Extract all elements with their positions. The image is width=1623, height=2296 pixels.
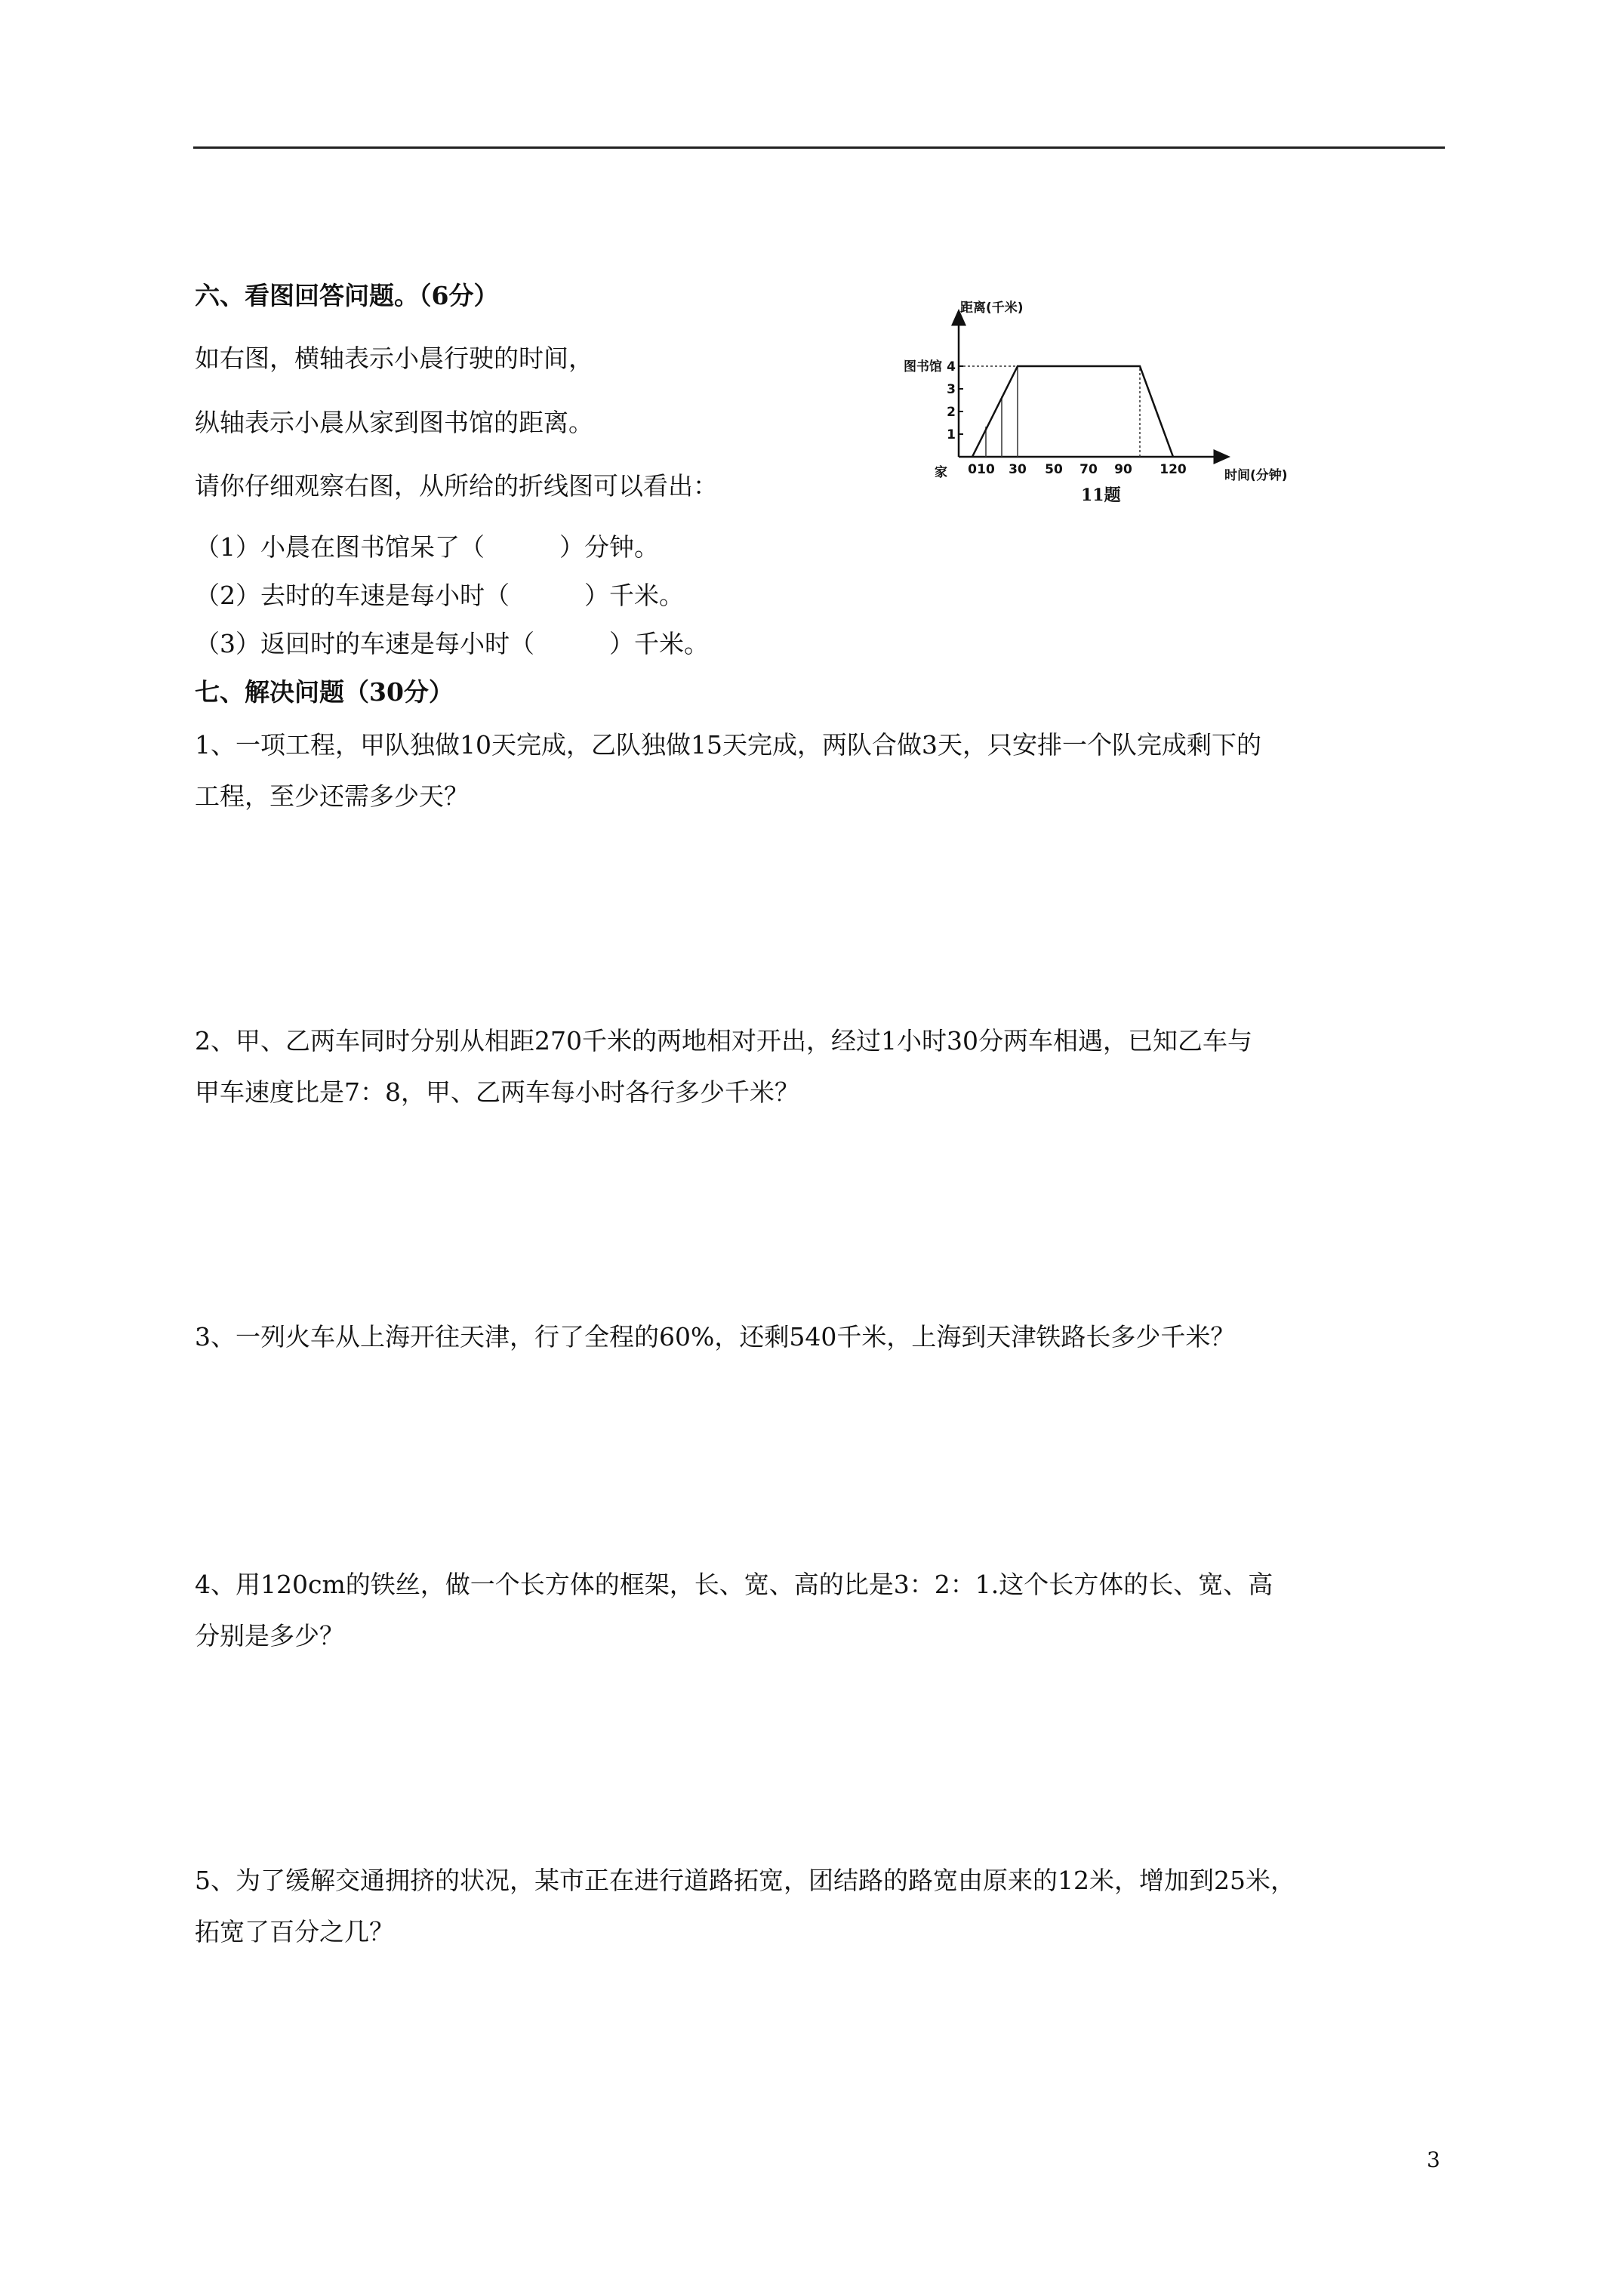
x-tick-label: 10 bbox=[977, 462, 995, 477]
problem-2-line-2: 甲车速度比是7：8，甲、乙两车每小时各行多少千米？ bbox=[195, 1077, 799, 1107]
y-tick-label: 3 bbox=[947, 382, 956, 397]
chart-origin-label: 家 bbox=[935, 465, 947, 480]
problem-5-line-2: 拓宽了百分之几？ bbox=[195, 1917, 394, 1946]
chart-xlabel: 时间(分钟) bbox=[1224, 468, 1288, 483]
x-tick-label: 50 bbox=[1045, 462, 1063, 477]
x-tick-label: 0 bbox=[968, 462, 977, 477]
x-tick-label: 120 bbox=[1160, 462, 1187, 477]
distance-time-chart bbox=[876, 298, 1329, 505]
section-7-heading: 七、解决问题（30分） bbox=[195, 677, 454, 707]
problem-1-line-2: 工程，至少还需多少天？ bbox=[195, 781, 469, 811]
section-6-line-2: 纵轴表示小晨从家到图书馆的距离。 bbox=[195, 408, 593, 437]
x-tick-label: 70 bbox=[1079, 462, 1098, 477]
x-tick-label: 30 bbox=[1009, 462, 1027, 477]
problem-5-line-1: 5、为了缓解交通拥挤的状况，某市正在进行道路拓宽，团结路的路宽由原来的12米，增加到25米， bbox=[195, 1866, 1295, 1895]
y-tick-label: 1 bbox=[947, 427, 956, 442]
problem-4-line-2: 分别是多少？ bbox=[195, 1621, 344, 1650]
problem-2-line-1: 2、甲、乙两车同时分别从相距270千米的两地相对开出，经过1小时30分两车相遇，已知乙车与 bbox=[195, 1026, 1252, 1056]
y-tick-label: 2 bbox=[947, 405, 956, 420]
question-3: （3）返回时的车速是每小时（ ）千米。 bbox=[195, 629, 709, 658]
question-1: （1）小晨在图书馆呆了（ ）分钟。 bbox=[195, 532, 659, 562]
question-2: （2）去时的车速是每小时（ ）千米。 bbox=[195, 581, 684, 610]
chart-ylabel: 距离(千米) bbox=[960, 300, 1024, 316]
problem-4-line-1: 4、用120cm的铁丝，做一个长方体的框架，长、宽、高的比是3：2：1.这个长方体的长、宽、高 bbox=[195, 1570, 1273, 1599]
chart-caption: 11题 bbox=[1081, 485, 1121, 505]
section-6-heading: 六、看图回答问题。（6分） bbox=[195, 281, 499, 310]
y-tick-label: 4 bbox=[947, 359, 956, 374]
x-tick-label: 90 bbox=[1114, 462, 1132, 477]
problem-3-line-1: 3、一列火车从上海开往天津，行了全程的60%，还剩540千米，上海到天津铁路长多少千米？ bbox=[195, 1322, 1236, 1351]
page-number: 3 bbox=[1427, 2147, 1440, 2172]
section-6-line-1: 如右图，横轴表示小晨行驶的时间， bbox=[195, 344, 593, 373]
section-6-line-3: 请你仔细观察右图，从所给的折线图可以看出： bbox=[195, 471, 718, 501]
problem-1-line-1: 1、一项工程，甲队独做10天完成，乙队独做15天完成，两队合做3天，只安排一个队完成剩下的 bbox=[195, 730, 1261, 760]
header-rule bbox=[193, 146, 1445, 149]
chart-y-top-label: 图书馆 bbox=[904, 359, 942, 374]
chart-series-line bbox=[972, 366, 1173, 457]
